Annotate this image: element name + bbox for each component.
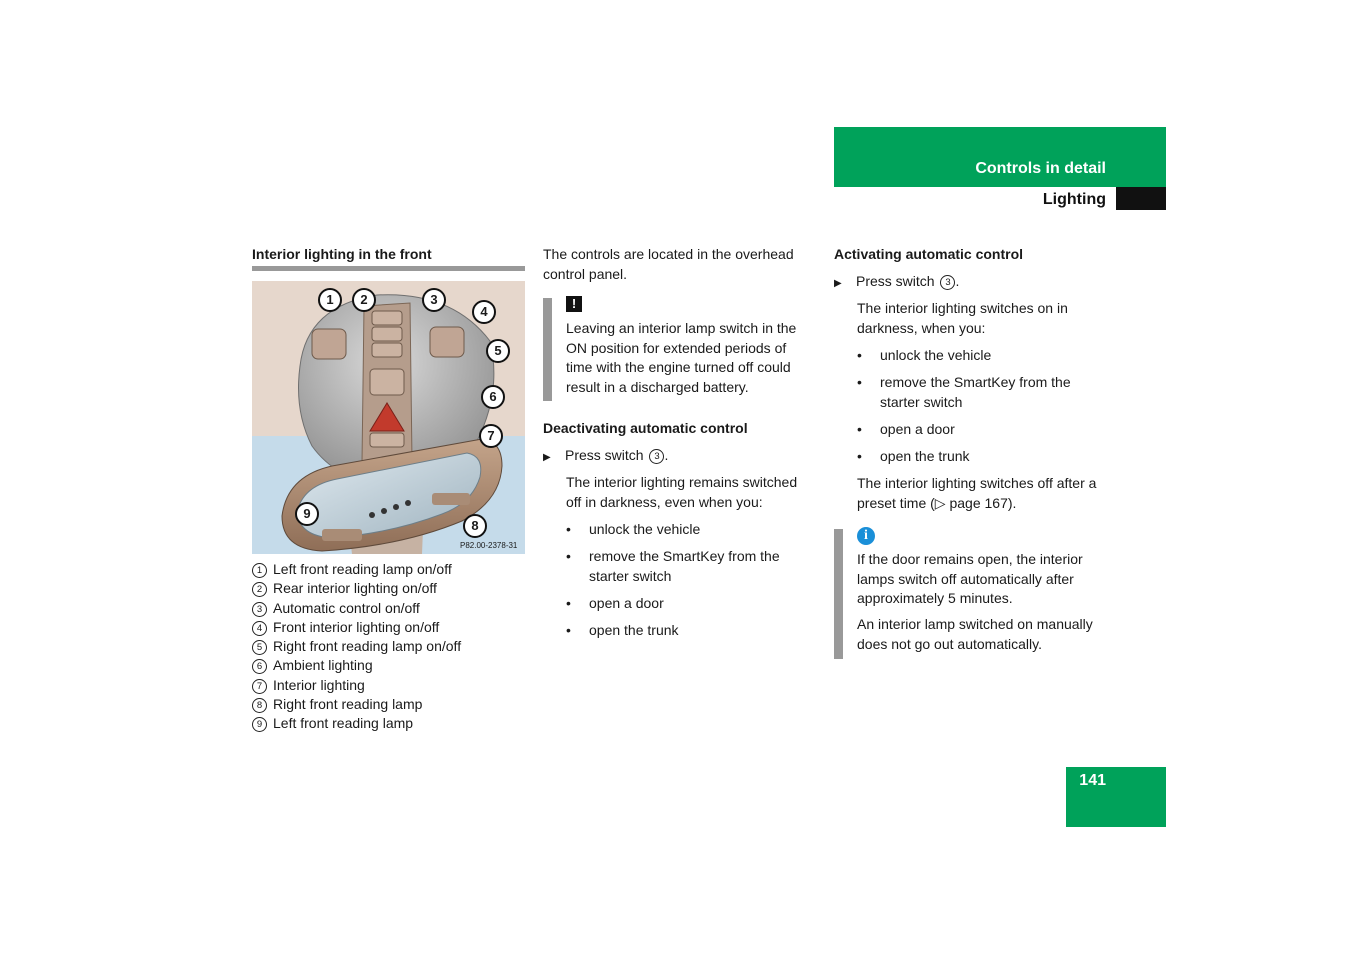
callout-6: 6 xyxy=(481,385,505,409)
header-band xyxy=(834,127,1166,187)
title-rule xyxy=(252,266,525,271)
list-item: • open a door xyxy=(857,420,1112,440)
step-text: Press switch xyxy=(856,273,935,289)
legend-number: 4 xyxy=(252,621,267,636)
legend-text: Front interior lighting on/off xyxy=(273,618,440,635)
activate-conditions xyxy=(857,346,1112,474)
legend-number: 8 xyxy=(252,698,267,713)
legend-text: Right front reading lamp xyxy=(273,696,423,713)
deactivate-step: ▶ Press switch 3 . xyxy=(543,446,668,468)
info-text-door: If the door remains open, the interior lamps switch off automatically after approximately 5 minutes. xyxy=(857,551,1083,606)
step-switch-number: 3 xyxy=(649,449,664,464)
step-arrow-icon: ▶ xyxy=(543,452,551,463)
timeout-text: The interior lighting switches off after a preset time (▷ page 167). xyxy=(857,475,1097,511)
figure-legend xyxy=(252,560,542,734)
legend-text: Rear interior lighting on/off xyxy=(273,580,437,597)
legend-item xyxy=(252,579,542,598)
warning-icon: ! xyxy=(566,296,582,312)
legend-item xyxy=(252,656,542,675)
list-item: • remove the SmartKey from the starter switch xyxy=(857,373,1112,412)
legend-number: 5 xyxy=(252,640,267,655)
activate-title: Activating automatic control xyxy=(834,246,1024,262)
callout-8: 8 xyxy=(463,514,487,538)
callout-7: 7 xyxy=(479,424,503,448)
info-text-manual: An interior lamp switched on manually does not go out automatically. xyxy=(857,616,1093,652)
list-item: • unlock the vehicle xyxy=(857,346,1112,366)
figure-code: P82.00-2378-31 xyxy=(460,541,518,550)
legend-text: Ambient lighting xyxy=(273,657,373,674)
subsection-marker xyxy=(1116,187,1166,210)
deactivate-result: The interior lighting remains switched off in darkness, even when you: xyxy=(566,474,798,510)
legend-item xyxy=(252,599,542,618)
warning-bar xyxy=(543,298,552,401)
callout-5: 5 xyxy=(486,339,510,363)
legend-number: 7 xyxy=(252,679,267,694)
warning-text: Leaving an interior lamp switch in the ON position for extended periods of time with the engine turned off could result in a discharged battery. xyxy=(566,320,797,395)
callout-2: 2 xyxy=(352,288,376,312)
info-icon: i xyxy=(857,527,875,545)
controls-location-text: The controls are located in the overhead control panel. xyxy=(543,246,794,282)
section-title: Controls in detail xyxy=(975,160,1106,177)
list-item: • unlock the vehicle xyxy=(566,520,816,540)
legend-number: 6 xyxy=(252,659,267,674)
callout-3: 3 xyxy=(422,288,446,312)
legend-item xyxy=(252,695,542,714)
legend-text: Right front reading lamp on/off xyxy=(273,638,462,655)
page-number: 141 xyxy=(1079,772,1106,789)
step-arrow-icon: ▶ xyxy=(834,278,842,289)
step-switch-number: 3 xyxy=(940,275,955,290)
callout-9: 9 xyxy=(295,502,319,526)
legend-item xyxy=(252,676,542,695)
list-item: • open the trunk xyxy=(857,447,1112,467)
list-item: • open the trunk xyxy=(566,621,816,641)
legend-text: Left front reading lamp on/off xyxy=(273,561,452,577)
legend-number: 9 xyxy=(252,717,267,732)
legend-text: Automatic control on/off xyxy=(273,599,420,616)
callout-1: 1 xyxy=(318,288,342,312)
info-bar xyxy=(834,529,843,659)
interior-lighting-title: Interior lighting in the front xyxy=(252,246,432,262)
callout-4: 4 xyxy=(472,300,496,324)
legend-number: 3 xyxy=(252,602,267,617)
legend-item xyxy=(252,714,542,733)
activate-step: ▶ Press switch 3 . xyxy=(834,272,959,294)
deactivate-title: Deactivating automatic control xyxy=(543,420,748,436)
deactivate-conditions xyxy=(566,520,816,648)
legend-number: 1 xyxy=(252,563,267,578)
legend-item xyxy=(252,637,542,656)
activate-result: The interior lighting switches on in darkness, when you: xyxy=(857,300,1068,336)
legend-item xyxy=(252,618,542,637)
overhead-panel-figure xyxy=(252,281,525,554)
step-text: Press switch xyxy=(565,447,644,463)
legend-text: Left front reading lamp xyxy=(273,715,414,732)
list-item: • open a door xyxy=(566,594,816,614)
list-item: • remove the SmartKey from the starter switch xyxy=(566,547,816,586)
legend-text: Interior lighting xyxy=(273,676,365,693)
legend-number: 2 xyxy=(252,582,267,597)
subsection-title: Lighting xyxy=(1042,191,1106,208)
legend-item xyxy=(252,560,542,579)
